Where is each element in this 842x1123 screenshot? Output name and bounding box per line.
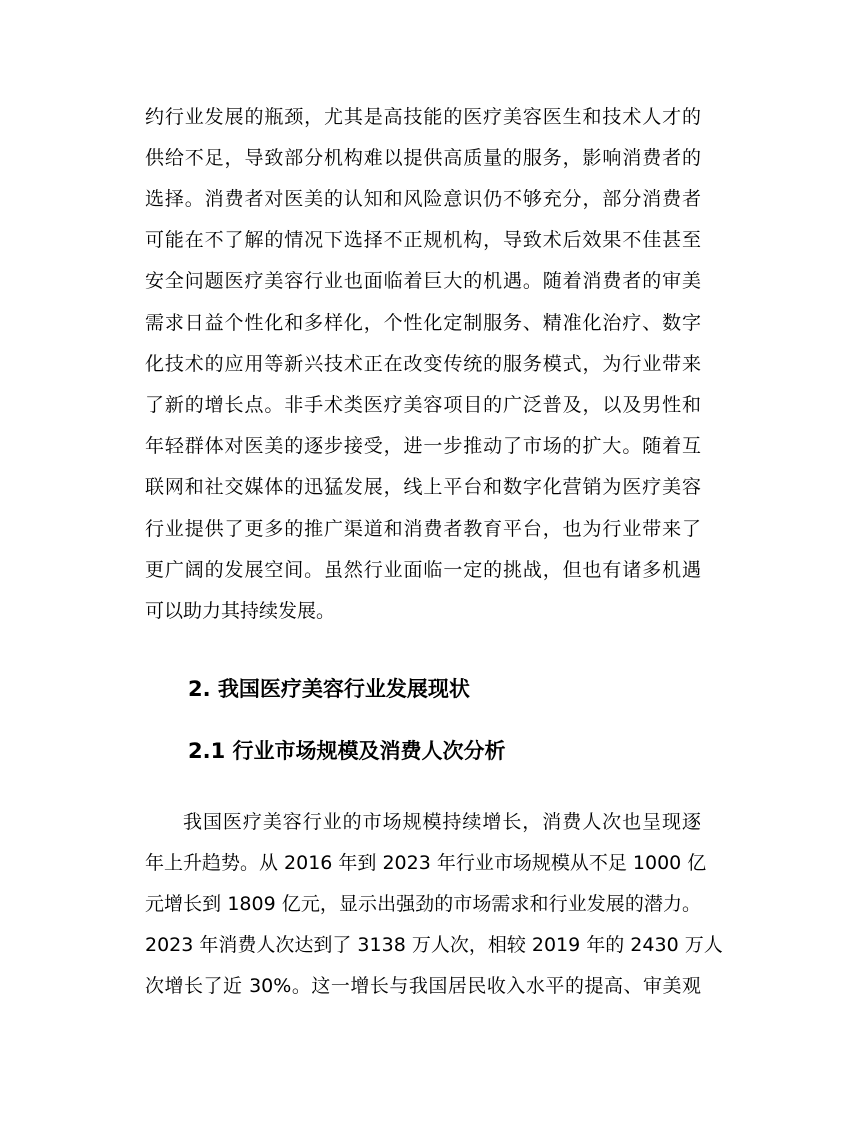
paragraph-line: 约行业发展的瓶颈，尤其是高技能的医疗美容医生和技术人才的 [145, 106, 701, 128]
paragraph-line: 选择。消费者对医美的认知和风险意识仍不够充分，部分消费者 [145, 188, 701, 210]
paragraph-line: 更广阔的发展空间。虽然行业面临一定的挑战，但也有诸多机遇 [145, 559, 701, 581]
paragraph-line: 需求日益个性化和多样化，个性化定制服务、精准化治疗、数字 [145, 312, 701, 334]
paragraph-line: 行业提供了更多的推广渠道和消费者教育平台，也为行业带来了 [145, 518, 701, 540]
paragraph-line: 可能在不了解的情况下选择不正规机构，导致术后效果不佳甚至 [145, 229, 701, 251]
subsection-heading: 2.1 行业市场规模及消费人次分析 [188, 739, 506, 763]
paragraph-line: 了新的增长点。非手术类医疗美容项目的广泛普及，以及男性和 [145, 394, 701, 416]
paragraph-line: 年上升趋势。从 2016 年到 2023 年行业市场规模从不足 1000 亿 [145, 852, 707, 874]
paragraph-line: 可以助力其持续发展。 [145, 600, 336, 622]
paragraph-line: 安全问题医疗美容行业也面临着巨大的机遇。随着消费者的审美 [145, 270, 701, 292]
paragraph-line: 元增长到 1809 亿元，显示出强劲的市场需求和行业发展的潜力。 [145, 893, 701, 915]
paragraph-line: 化技术的应用等新兴技术正在改变传统的服务模式，为行业带来 [145, 353, 701, 375]
section-heading: 2. 我国医疗美容行业发展现状 [188, 677, 470, 701]
paragraph-line: 我国医疗美容行业的市场规模持续增长，消费人次也呈现逐 [183, 811, 701, 833]
paragraph-line: 次增长了近 30%。这一增长与我国居民收入水平的提高、审美观 [145, 975, 701, 997]
paragraph-line: 年轻群体对医美的逐步接受，进一步推动了市场的扩大。随着互 [145, 435, 701, 457]
paragraph-line: 2023 年消费人次达到了 3138 万人次，相较 2019 年的 2430 万人 [145, 934, 723, 956]
paragraph-line: 联网和社交媒体的迅猛发展，线上平台和数字化营销为医疗美容 [145, 476, 701, 498]
paragraph-line: 供给不足，导致部分机构难以提供高质量的服务，影响消费者的 [145, 147, 701, 169]
